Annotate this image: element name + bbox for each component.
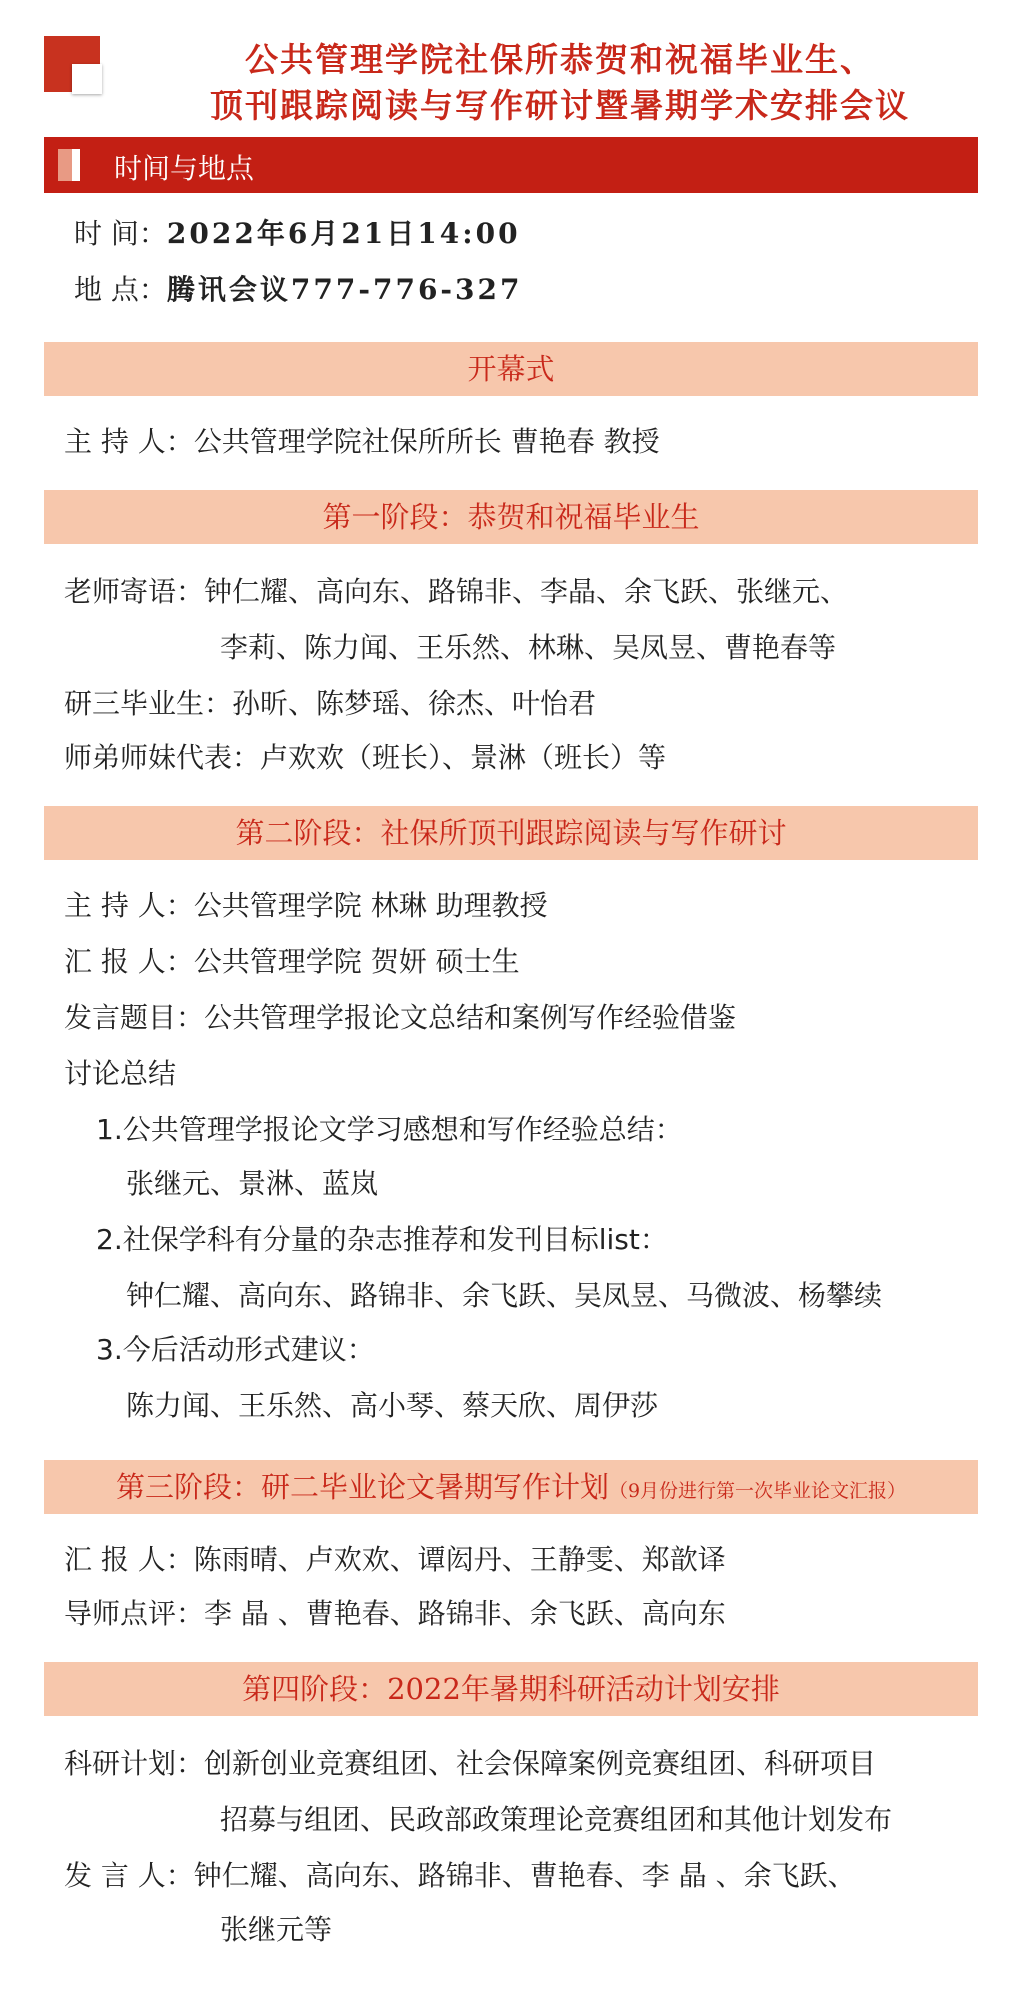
stage4-speakers-line1: 发 言 人：钟仁耀、高向东、路锦非、曹艳春、李 晶 、余飞跃、 [64,1859,856,1892]
info-heading: 时间与地点 [114,152,255,185]
stage1-teachers-line2: 李莉、陈力闻、王乐然、林琳、吴凤昱、曹艳春等 [220,631,837,664]
time-label: 时 间： [74,217,167,250]
section-heading-stage3 [44,1460,978,1514]
stage4-plan-line2: 招募与组团、民政部政策理论竞赛组团和其他计划发布 [220,1803,893,1836]
stage2-topic: 发言题目：公共管理学报论文总结和案例写作经验借鉴 [64,1001,737,1034]
time-value: 2022年6月21日14:00 [166,217,521,250]
stage2-item3: 3.今后活动形式建议： [96,1333,375,1366]
section-heading-stage1: 第一阶段：恭贺和祝福毕业生 [44,490,978,544]
logo [44,36,108,100]
stage1-teachers-line1: 老师寄语：钟仁耀、高向东、路锦非、李晶、余飞跃、张继元、 [64,575,849,608]
stage2-item1: 1.公共管理学报论文学习感想和写作经验总结： [96,1113,683,1146]
stage3-heading-note: （9月份进行第一次毕业论文汇报） [608,1480,907,1502]
title-line-1: 公共管理学院社保所恭贺和祝福毕业生、 [245,40,875,79]
stage2-item2-people: 钟仁耀、高向东、路锦非、余飞跃、吴凤昱、马微波、杨攀续 [126,1279,883,1312]
title-line-2: 顶刊跟踪阅读与写作研讨暨暑期学术安排会议 [210,86,910,125]
section-heading-stage4: 第四阶段：2022年暑期科研活动计划安排 [44,1662,978,1716]
section-heading-opening: 开幕式 [44,342,978,396]
stage2-item1-people: 张继元、景淋、蓝岚 [126,1167,379,1200]
section-heading-stage2: 第二阶段：社保所顶刊跟踪阅读与写作研讨 [44,806,978,860]
stage2-host: 主 持 人：公共管理学院 林琳 助理教授 [64,889,548,922]
place-label: 地 点： [74,273,167,306]
info-heading-bar [44,137,978,193]
stage3-heading: 第三阶段：研二毕业论文暑期写作计划 [115,1470,609,1504]
time-row [74,212,521,252]
stage3-reviewers: 导师点评：李 晶 、曹艳春、路锦非、余飞跃、高向东 [64,1597,726,1630]
place-row [74,268,523,308]
stage2-reporter: 汇 报 人：公共管理学院 贺妍 硕士生 [64,945,520,978]
stage1-graduates: 研三毕业生：孙昕、陈梦瑶、徐杰、叶怡君 [64,687,597,720]
stage2-item2: 2.社保学科有分量的杂志推荐和发刊目标list： [96,1223,668,1256]
stage3-reporters: 汇 报 人：陈雨晴、卢欢欢、谭闳丹、王静雯、郑歆译 [64,1543,726,1576]
stage2-discussion: 讨论总结 [64,1057,177,1090]
stage4-plan-line1: 科研计划：创新创业竞赛组团、社会保障案例竞赛组团、科研项目 [64,1747,877,1780]
stage4-speakers-line2: 张继元等 [220,1913,333,1946]
stage2-item3-people: 陈力闻、王乐然、高小琴、蔡天欣、周伊莎 [126,1389,659,1422]
place-value: 腾讯会议777-776-327 [166,273,523,306]
logo-white-square [72,64,102,94]
bar-mark-white [72,149,80,181]
opening-host: 主 持 人：公共管理学院社保所所长 曹艳春 教授 [64,425,660,458]
stage1-juniors: 师弟师妹代表：卢欢欢（班长）、景淋（班长）等 [64,741,667,774]
